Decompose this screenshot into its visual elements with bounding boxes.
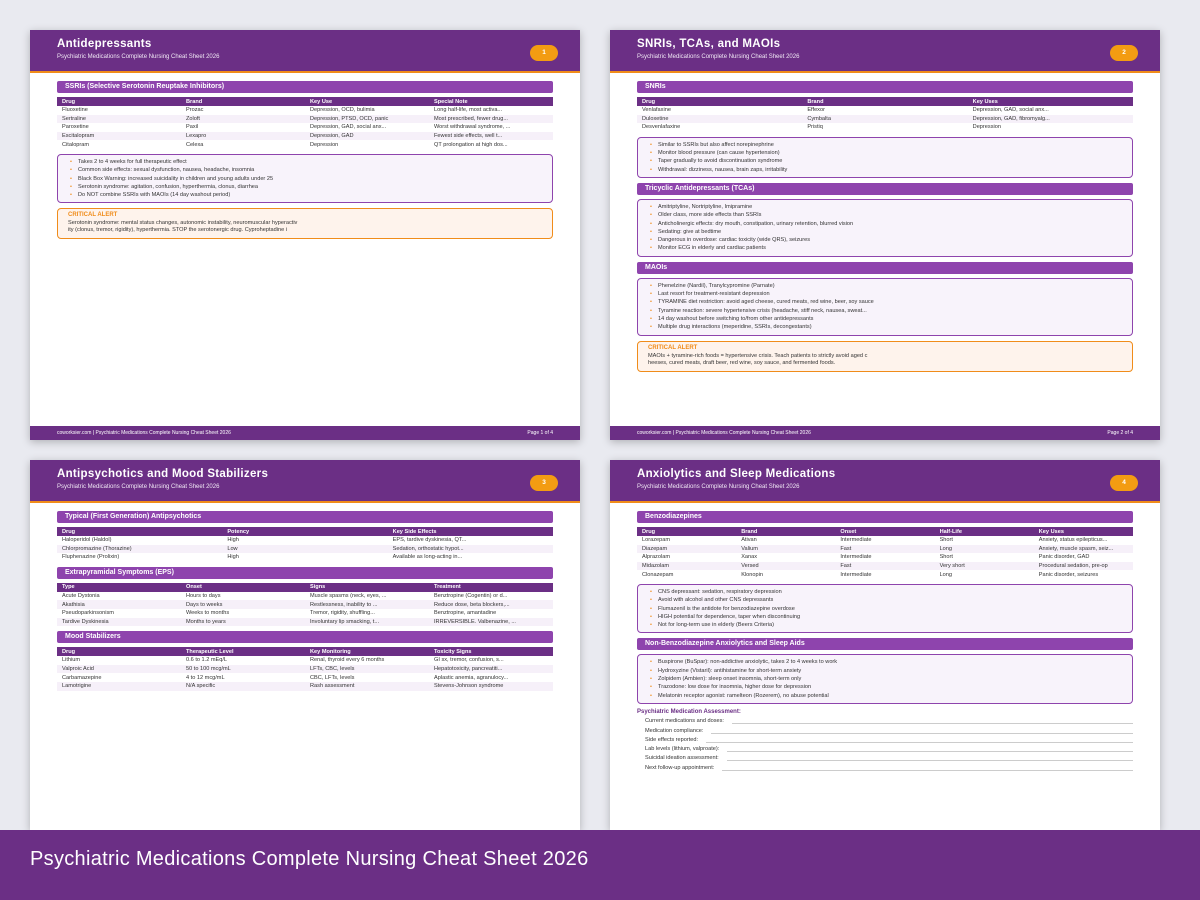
list-item: • Similar to SSRIs but also affect norepinephrine	[650, 141, 1124, 149]
table-cell: Ativan	[741, 537, 757, 544]
table-cell: Hepatotoxicity, pancreatiti...	[429, 665, 553, 674]
table-cell: Versed	[736, 562, 835, 571]
alert-text-line: heeses, cured meats, draft beer, red wine, soy sauce, and fermented foods.	[648, 359, 836, 366]
table-row	[57, 115, 553, 124]
list-item: • Do NOT combine SSRIs with MAOIs (14 day washout period)	[70, 191, 544, 199]
list-item: • Avoid with alcohol and other CNS depressants	[650, 596, 1124, 604]
form-blank-line[interactable]	[727, 746, 1133, 752]
table-cell: Very short	[935, 562, 1034, 571]
list-item: • Melatonin receptor agonist: ramelteon (Rozerem), no abuse potential	[650, 692, 1124, 700]
form-blank-line[interactable]	[706, 737, 1133, 743]
table-row	[57, 682, 553, 691]
section-header-non-benzodiazepine: Non-Benzodiazepine Anxiolytics and Sleep Aids	[637, 638, 1133, 650]
table-cell: Sertraline	[57, 115, 181, 124]
table-cell: Involuntary lip smacking, t...	[305, 618, 429, 627]
page-header	[610, 30, 1160, 73]
section-header-tcas: Tricyclic Antidepressants (TCAs)	[637, 183, 1133, 195]
table-cell: Aplastic anemia, agranulocy...	[434, 674, 509, 681]
section-header-benzodiazepines: Benzodiazepines	[637, 511, 1133, 523]
maoi-notes-box	[637, 278, 1133, 336]
table-cell: Depression, OCD, bulimia	[310, 107, 375, 114]
section-header-ssris: SSRIs (Selective Serotonin Reuptake Inhibitors)	[57, 81, 553, 93]
critical-alert-box	[637, 341, 1133, 372]
table-cell: Panic disorder, GAD	[1038, 554, 1090, 561]
table-cell: Akathisia	[57, 600, 181, 609]
form-blank-line[interactable]	[711, 728, 1133, 734]
non-benzodiazepine-notes-box	[637, 654, 1133, 703]
assessment-form-row	[637, 743, 1133, 752]
table-cell: IRREVERSIBLE. Valbenazine, ...	[429, 618, 553, 627]
alert-text-line: Serotonin syndrome: mental status changes, autonomic instability, neuromuscular hyperactiv	[68, 220, 298, 227]
list-item: • Common side effects: sexual dysfunction, nausea, headache, insomnia	[70, 166, 544, 174]
table-cell: Depression, GAD, fibromyalg...	[968, 115, 1133, 124]
table-header: Type	[57, 583, 181, 592]
list-item: • Serotonin syndrome: agitation, confusion, hyperthermia, clonus, diarrhea	[70, 183, 544, 191]
table-cell: Duloxetine	[637, 115, 802, 124]
table-header: Onset	[835, 527, 934, 536]
table-cell: Tremor, rigidity, shuffling...	[310, 610, 375, 617]
table-cell: CBC, LFTs, levels	[310, 674, 355, 681]
table-cell: Acute Dystonia	[62, 593, 100, 600]
footer-page-label: Page 2 of 4	[1107, 430, 1133, 436]
table-header: Onset	[181, 583, 305, 592]
table-cell: Klonopin	[741, 571, 763, 578]
form-field-label: Side effects reported:	[645, 736, 699, 743]
table-header: Key Monitoring	[305, 647, 429, 656]
table-header: Brand	[181, 97, 305, 106]
list-item: • CNS depressant: sedation, respiratory depression	[650, 588, 1124, 596]
assessment-form-row	[637, 761, 1133, 770]
table-header: Key Side Effects	[388, 527, 553, 536]
table-cell: Long	[939, 571, 953, 578]
table-cell: QT prolongation at high dos...	[434, 141, 508, 148]
table-cell: Effexor	[807, 107, 825, 114]
list-item: • Withdrawal: dizziness, nausea, brain zaps, irritability	[650, 166, 1124, 174]
table-cell: N/A specific	[181, 682, 305, 691]
table-cell: Tardive Dyskinesia	[57, 618, 181, 627]
footer-page-label: Page 1 of 4	[527, 430, 553, 436]
table-cell: Fast	[835, 545, 934, 554]
table-cell: Renal, thyroid every 6 months	[310, 657, 385, 664]
table-cell: Benztropine (Cogentin) or d...	[434, 593, 508, 600]
page-title: Antipsychotics and Mood Stabilizers	[57, 468, 269, 480]
table-cell: Anxiety, status epilepticus...	[1038, 537, 1108, 544]
page-number-badge: 3	[530, 475, 558, 491]
table-cell: Lexapro	[181, 132, 305, 141]
bottom-banner-title: Psychiatric Medications Complete Nursing Cheat Sheet 2026	[0, 830, 1200, 900]
table-cell: Intermediate	[840, 537, 872, 544]
table-row	[57, 656, 553, 665]
table-cell: Desvenlafaxine	[642, 124, 681, 131]
table-row	[57, 545, 553, 554]
table-header: Treatment	[429, 583, 553, 592]
table-cell: Fluphenazine (Prolixin)	[62, 554, 120, 561]
table-cell: Most prescribed, fewer drug...	[429, 115, 553, 124]
table-cell: Lorazepam	[642, 537, 670, 544]
table-row	[637, 115, 1133, 124]
table-cell: 0.6 to 1.2 mEq/L	[186, 657, 228, 664]
table-row	[57, 609, 553, 618]
table-cell: Low	[222, 545, 387, 554]
table-cell: Valproic Acid	[57, 665, 181, 674]
table-cell: Reduce dose, beta blockers,...	[429, 600, 553, 609]
table-row	[637, 536, 1133, 545]
page-4	[610, 460, 1160, 830]
list-item: • Hydroxyzine (Vistaril): antihistamine for short-term anxiety	[650, 667, 1124, 675]
table-header: Drug	[57, 647, 181, 656]
list-item: • Dangerous in overdose: cardiac toxicity (wide QRS), seizures	[650, 236, 1124, 244]
page-subtitle: Psychiatric Medications Complete Nursing Cheat Sheet 2026	[57, 54, 220, 60]
table-cell: 50 to 100 mcg/mL	[181, 665, 305, 674]
table-cell: Depression, GAD, social anx...	[310, 124, 387, 131]
assessment-form-row	[637, 752, 1133, 761]
table-cell: Anxiety, muscle spasm, seiz...	[1034, 545, 1133, 554]
page-3	[30, 460, 580, 830]
form-blank-line[interactable]	[727, 755, 1133, 761]
snri-notes-box	[637, 137, 1133, 178]
form-blank-line[interactable]	[722, 765, 1133, 771]
page-1	[30, 30, 580, 440]
list-item: • 14 day washout before switching to/from other antidepressants	[650, 315, 1124, 323]
table-cell: Depression, GAD, social anx...	[972, 107, 1049, 114]
section-header-mood-stabilizers: Mood Stabilizers	[57, 631, 553, 643]
table-row	[57, 618, 553, 627]
page-subtitle: Psychiatric Medications Complete Nursing Cheat Sheet 2026	[637, 54, 800, 60]
form-field-label: Lab levels (lithium, valproate):	[645, 746, 720, 753]
table-cell: Paxil	[186, 124, 199, 131]
table-row	[57, 123, 553, 132]
table-cell: Weeks to months	[186, 610, 230, 617]
table-cell: EPS, tardive dyskinesia, QT...	[392, 537, 467, 544]
table-cell: Fluoxetine	[62, 107, 88, 114]
alert-title: CRITICAL ALERT	[68, 212, 118, 219]
page-2	[610, 30, 1160, 440]
list-item: • Taper gradually to avoid discontinuation syndrome	[650, 157, 1124, 165]
table-header: Special Note	[429, 97, 553, 106]
table-cell: Intermediate	[840, 571, 872, 578]
ssri-table	[57, 97, 553, 149]
table-row	[57, 665, 553, 674]
table-row	[637, 553, 1133, 562]
table-header: Brand	[802, 97, 967, 106]
page-number-badge: 1	[530, 45, 558, 61]
table-row	[637, 106, 1133, 115]
form-field-label: Current medications and doses:	[645, 718, 724, 725]
table-header: Potency	[222, 527, 387, 536]
assessment-form-row	[637, 724, 1133, 733]
table-cell: Depression, GAD	[305, 132, 429, 141]
mood-stabilizers-table	[57, 647, 553, 690]
table-cell: Zoloft	[181, 115, 305, 124]
table-cell: High	[227, 554, 239, 561]
page-footer	[610, 426, 1160, 440]
table-cell: Lamotrigine	[57, 682, 181, 691]
section-header-eps: Extrapyramidal Symptoms (EPS)	[57, 567, 553, 579]
section-header-typical-antipsychotics: Typical (First Generation) Antipsychotics	[57, 511, 553, 523]
list-item: • Buspirone (BuSpar): non-addictive anxiolytic, takes 2 to 4 weeks to work	[650, 658, 1124, 666]
table-header: Key Uses	[968, 97, 1133, 106]
table-row	[57, 536, 553, 545]
table-row	[57, 673, 553, 682]
table-cell: Pseudoparkinsonism	[62, 610, 114, 617]
list-item: • TYRAMINE diet restriction: avoid aged cheese, cured meats, red wine, beer, soy sauce	[650, 298, 1124, 306]
list-item: • Black Box Warning: increased suicidality in children and young adults under 25	[70, 175, 544, 183]
table-cell: Long	[935, 545, 1034, 554]
table-cell: LFTs, CBC, levels	[305, 665, 429, 674]
list-item: • Trazodone: low dose for insomnia, higher dose for depression	[650, 683, 1124, 691]
benzodiazepine-notes-box	[637, 584, 1133, 633]
table-header: Brand	[736, 527, 835, 536]
list-item: • Not for long-term use in elderly (Beers Criteria)	[650, 621, 1124, 629]
alert-text-line: ity (clonus, tremor, rigidity), hyperthermia. STOP the serotonergic drug. Cyproheptadine i	[68, 227, 287, 234]
form-field-label: Medication compliance:	[645, 727, 704, 734]
table-cell: Xanax	[741, 554, 758, 561]
table-cell: Muscle spasms (neck, eyes, ...	[310, 593, 387, 600]
page-number-badge: 4	[1110, 475, 1138, 491]
table-cell: Paroxetine	[62, 124, 89, 131]
assessment-form-row	[637, 715, 1133, 724]
form-field-label: Next follow-up appointment:	[645, 764, 715, 771]
list-item: • Anticholinergic effects: dry mouth, constipation, urinary retention, blurred vision	[650, 220, 1124, 228]
table-cell: GI sx, tremor, confusion, s...	[434, 657, 504, 664]
table-cell: Midazolam	[637, 562, 736, 571]
table-header: Drug	[637, 97, 802, 106]
table-cell: Restlessness, inability to ...	[305, 600, 429, 609]
assessment-form-title: Psychiatric Medication Assessment:	[637, 708, 741, 715]
list-item: • Amitriptyline, Nortriptyline, Imipramine	[650, 203, 1124, 211]
table-cell: Depression, PTSD, OCD, panic	[305, 115, 429, 124]
table-cell: Benztropine, amantadine	[434, 610, 497, 617]
page-header	[610, 460, 1160, 503]
page-subtitle: Psychiatric Medications Complete Nursing Cheat Sheet 2026	[637, 484, 800, 490]
table-cell: Long half-life, most activa...	[434, 107, 503, 114]
list-item: • Flumazenil is the antidote for benzodiazepine overdose	[650, 605, 1124, 613]
table-header: Key Uses	[1034, 527, 1133, 536]
table-cell: Fast	[835, 562, 934, 571]
table-cell: Rash assessment	[305, 682, 429, 691]
list-item: • Multiple drug interactions (meperidine, SSRIs, decongestants)	[650, 323, 1124, 331]
table-cell: Haloperidol (Haldol)	[62, 537, 112, 544]
table-cell: Celexa	[186, 141, 204, 148]
table-cell: Short	[939, 537, 953, 544]
table-cell: Pristiq	[807, 124, 823, 131]
list-item: • Monitor ECG in elderly and cardiac patients	[650, 244, 1124, 252]
list-item: • Monitor blood pressure (can cause hypertension)	[650, 149, 1124, 157]
table-cell: Cymbalta	[802, 115, 967, 124]
critical-alert-box	[57, 208, 553, 239]
table-header: Therapeutic Level	[181, 647, 305, 656]
table-cell: Intermediate	[840, 554, 872, 561]
footer-site-text: coworksier.com | Psychiatric Medications Complete Nursing Cheat Sheet 2026	[57, 430, 231, 436]
assessment-form-row	[637, 734, 1133, 743]
list-item: • Zolpidem (Ambien): sleep onset insomnia, short-term only	[650, 675, 1124, 683]
page-header	[30, 460, 580, 503]
table-cell: Valium	[736, 545, 835, 554]
table-cell: Procedural sedation, pre-op	[1034, 562, 1133, 571]
table-cell: Available as long-acting in...	[392, 554, 463, 561]
list-item: • Older class, more side effects than SSRIs	[650, 211, 1124, 219]
table-header: Toxicity Signs	[429, 647, 553, 656]
table-header: Half-Life	[935, 527, 1034, 536]
table-row	[637, 545, 1133, 554]
table-cell: 4 to 12 mcg/mL	[186, 674, 225, 681]
table-cell: Hours to days	[186, 593, 221, 600]
table-row	[637, 123, 1133, 132]
footer-site-text: coworksier.com | Psychiatric Medications Complete Nursing Cheat Sheet 2026	[637, 430, 811, 436]
page-header	[30, 30, 580, 73]
form-blank-line[interactable]	[732, 718, 1133, 724]
table-cell: Diazepam	[637, 545, 736, 554]
section-header-maois: MAOIs	[637, 262, 1133, 274]
list-item: • Sedating: give at bedtime	[650, 228, 1124, 236]
table-header: Drug	[57, 97, 181, 106]
table-cell: Escitalopram	[57, 132, 181, 141]
table-cell: Sedation, orthostatic hypot...	[388, 545, 553, 554]
table-cell: Prozac	[186, 107, 204, 114]
table-cell: Fewest side effects, well t...	[429, 132, 553, 141]
table-cell: Months to years	[181, 618, 305, 627]
table-row	[57, 140, 553, 149]
eps-table	[57, 583, 553, 626]
list-item: • Last resort for treatment-resistant depression	[650, 290, 1124, 298]
antipsychotics-table	[57, 527, 553, 562]
table-row	[57, 106, 553, 115]
table-cell: Carbamazepine	[62, 674, 102, 681]
table-header: Drug	[57, 527, 222, 536]
table-cell: Days to weeks	[181, 600, 305, 609]
tca-notes-box	[637, 199, 1133, 257]
table-cell: Depression	[310, 141, 339, 148]
list-item: • HIGH potential for dependence, taper when discontinuing	[650, 613, 1124, 621]
page-subtitle: Psychiatric Medications Complete Nursing Cheat Sheet 2026	[57, 484, 220, 490]
table-cell: Worst withdrawal syndrome, ...	[434, 124, 511, 131]
section-header-snris: SNRIs	[637, 81, 1133, 93]
page-title: SNRIs, TCAs, and MAOIs	[637, 38, 781, 50]
table-cell: Short	[939, 554, 953, 561]
page-title: Anxiolytics and Sleep Medications	[637, 468, 836, 480]
table-cell: Alprazolam	[642, 554, 670, 561]
table-header: Key Use	[305, 97, 429, 106]
page-title: Antidepressants	[57, 38, 152, 50]
page-footer	[30, 426, 580, 440]
table-cell: Lithium	[62, 657, 81, 664]
snri-table	[637, 97, 1133, 132]
ssri-notes-box	[57, 154, 553, 203]
table-row	[57, 592, 553, 601]
table-cell: Clonazepam	[642, 571, 674, 578]
table-header: Drug	[637, 527, 736, 536]
alert-title: CRITICAL ALERT	[648, 344, 698, 351]
table-row	[57, 553, 553, 562]
table-cell: Depression	[972, 124, 1001, 131]
table-row	[57, 132, 553, 141]
table-cell: High	[227, 537, 239, 544]
table-cell: Venlafaxine	[642, 107, 671, 114]
list-item: • Phenelzine (Nardil), Tranylcypromine (Parnate)	[650, 282, 1124, 290]
table-header: Signs	[305, 583, 429, 592]
table-row	[637, 570, 1133, 579]
form-field-label: Suicidal ideation assessment:	[645, 755, 719, 762]
table-cell: Citalopram	[62, 141, 90, 148]
benzodiazepines-table	[637, 527, 1133, 579]
page-number-badge: 2	[1110, 45, 1138, 61]
table-cell: Stevens-Johnson syndrome	[429, 682, 553, 691]
table-row	[637, 562, 1133, 571]
alert-text-line: MAOIs + tyramine-rich foods = hypertensive crisis. Teach patients to strictly avoid aged c	[648, 352, 868, 359]
table-cell: Chlorpromazine (Thorazine)	[57, 545, 222, 554]
table-cell: Panic disorder, seizures	[1038, 571, 1099, 578]
list-item: • Takes 2 to 4 weeks for full therapeutic effect	[70, 158, 544, 166]
table-row	[57, 600, 553, 609]
list-item: • Tyramine reaction: severe hypertensive crisis (headache, stiff neck, nausea, sweat...	[650, 307, 1124, 315]
